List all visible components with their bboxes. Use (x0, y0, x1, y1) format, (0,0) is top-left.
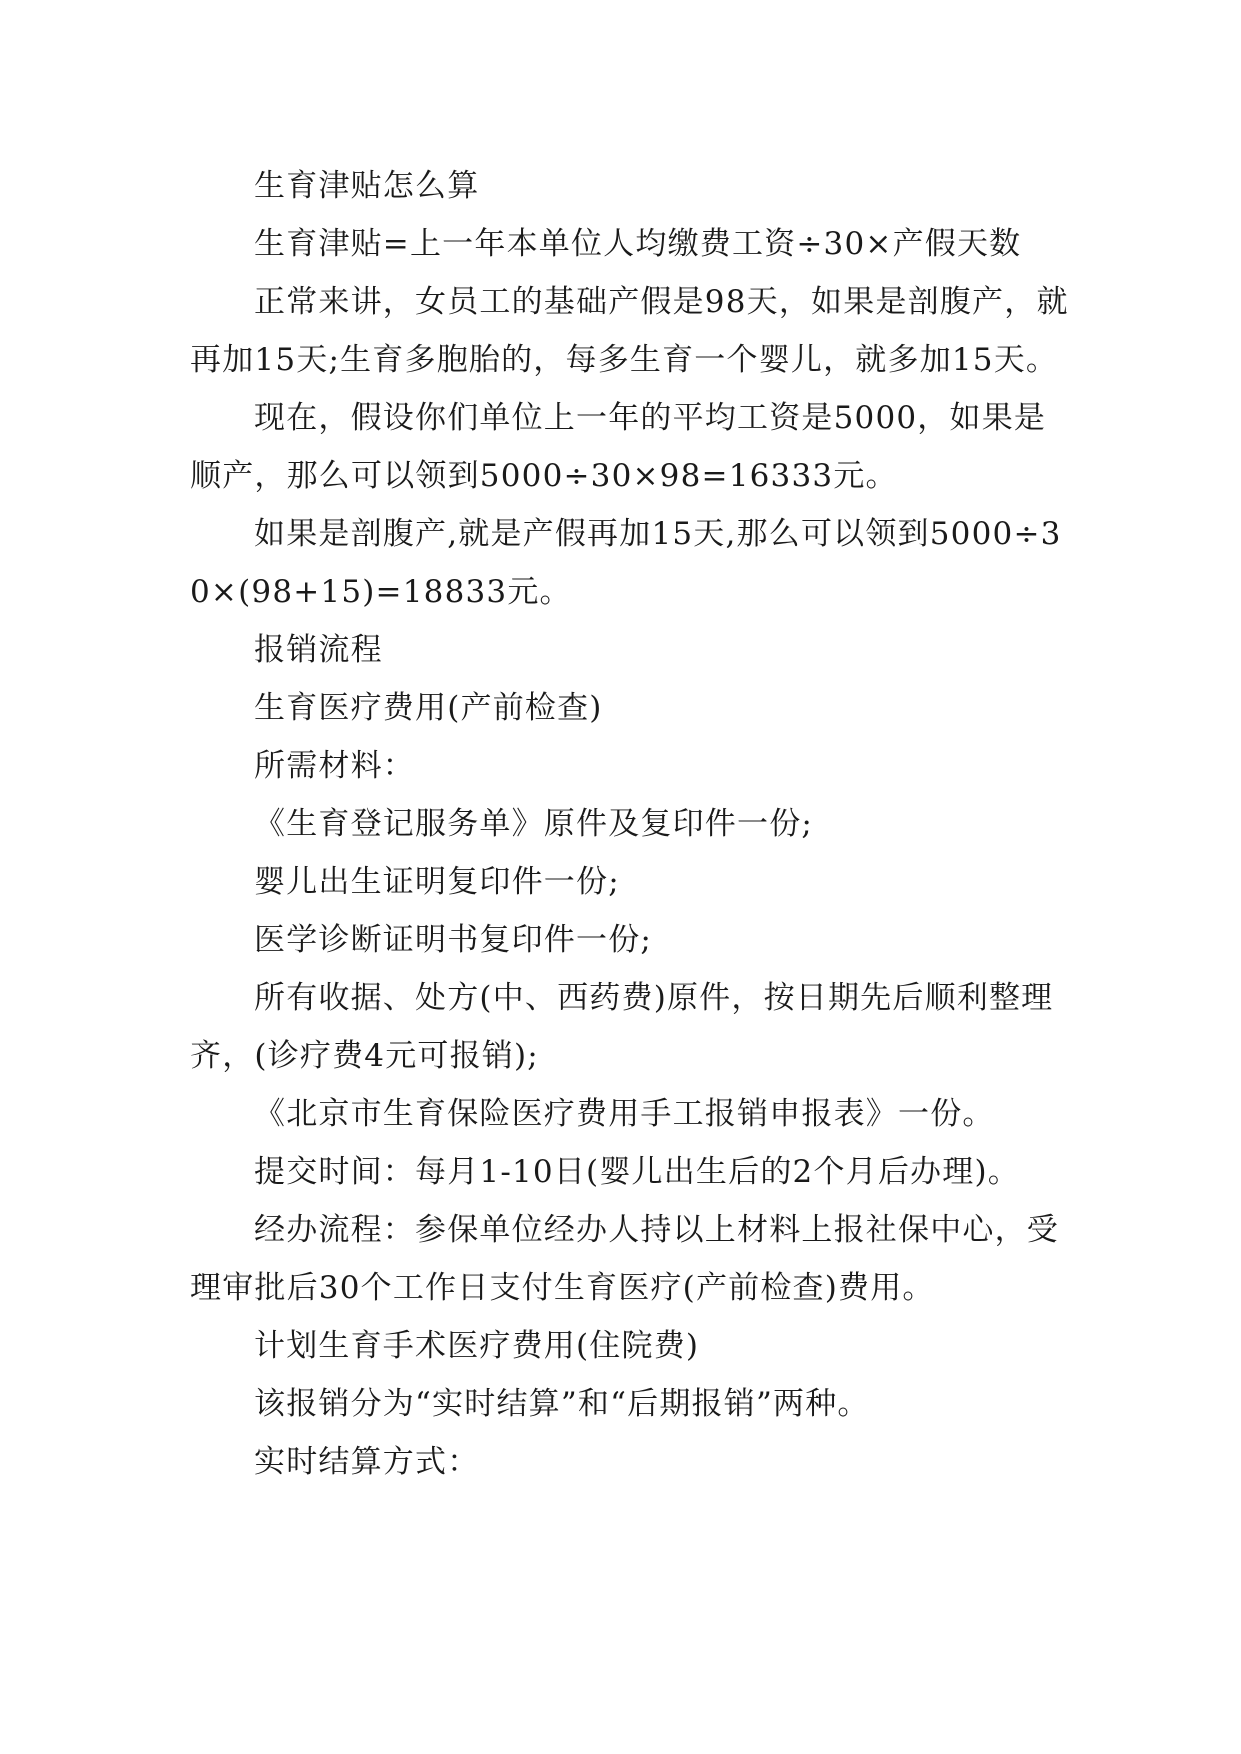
realtime-settlement-label: 实时结算方式： (254, 1444, 480, 1480)
example-cesarean-paragraph: 如果是剖腹产,就是产假再加15天,那么可以领到5000÷30×(98+15)=18833元。 (190, 516, 1062, 610)
example-natural-birth-paragraph: 现在，假设你们单位上一年的平均工资是5000，如果是顺产，那么可以领到5000÷30×98=16333元。 (190, 400, 1047, 494)
document-body (190, 157, 1070, 1491)
material-item-birth-certificate: 婴儿出生证明复印件一份; (254, 864, 620, 900)
material-item-receipts: 所有收据、处方(中、西药费)原件，按日期先后顺利整理齐，(诊疗费4元可报销); (190, 980, 1054, 1074)
formula-paragraph: 生育津贴=上一年本单位人均缴费工资÷30×产假天数 (254, 226, 1022, 262)
leave-days-paragraph: 正常来讲，女员工的基础产假是98天，如果是剖腹产，就再加15天;生育多胞胎的，每多生育一个婴儿，就多加15天。 (190, 284, 1069, 378)
material-item-application-form: 《北京市生育保险医疗费用手工报销申报表》一份。 (254, 1096, 995, 1132)
heading-reimbursement-process: 报销流程 (254, 632, 383, 668)
heading-maternity-allowance-calculation: 生育津贴怎么算 (254, 168, 480, 204)
handling-process-paragraph: 经办流程：参保单位经办人持以上材料上报社保中心，受理审批后30个工作日支付生育医疗(产前检查)费用。 (190, 1212, 1059, 1306)
heading-prenatal-checkup-costs: 生育医疗费用(产前检查) (254, 690, 603, 726)
submission-time-paragraph: 提交时间：每月1-10日(婴儿出生后的2个月后办理)。 (254, 1154, 1020, 1190)
material-item-diagnosis-certificate: 医学诊断证明书复印件一份; (254, 922, 653, 958)
required-materials-label: 所需材料： (254, 748, 415, 784)
heading-family-planning-surgery-costs: 计划生育手术医疗费用(住院费) (254, 1328, 700, 1364)
material-item-registration-form: 《生育登记服务单》原件及复印件一份; (254, 806, 814, 842)
reimbursement-types-paragraph: 该报销分为“实时结算”和“后期报销”两种。 (254, 1386, 870, 1422)
